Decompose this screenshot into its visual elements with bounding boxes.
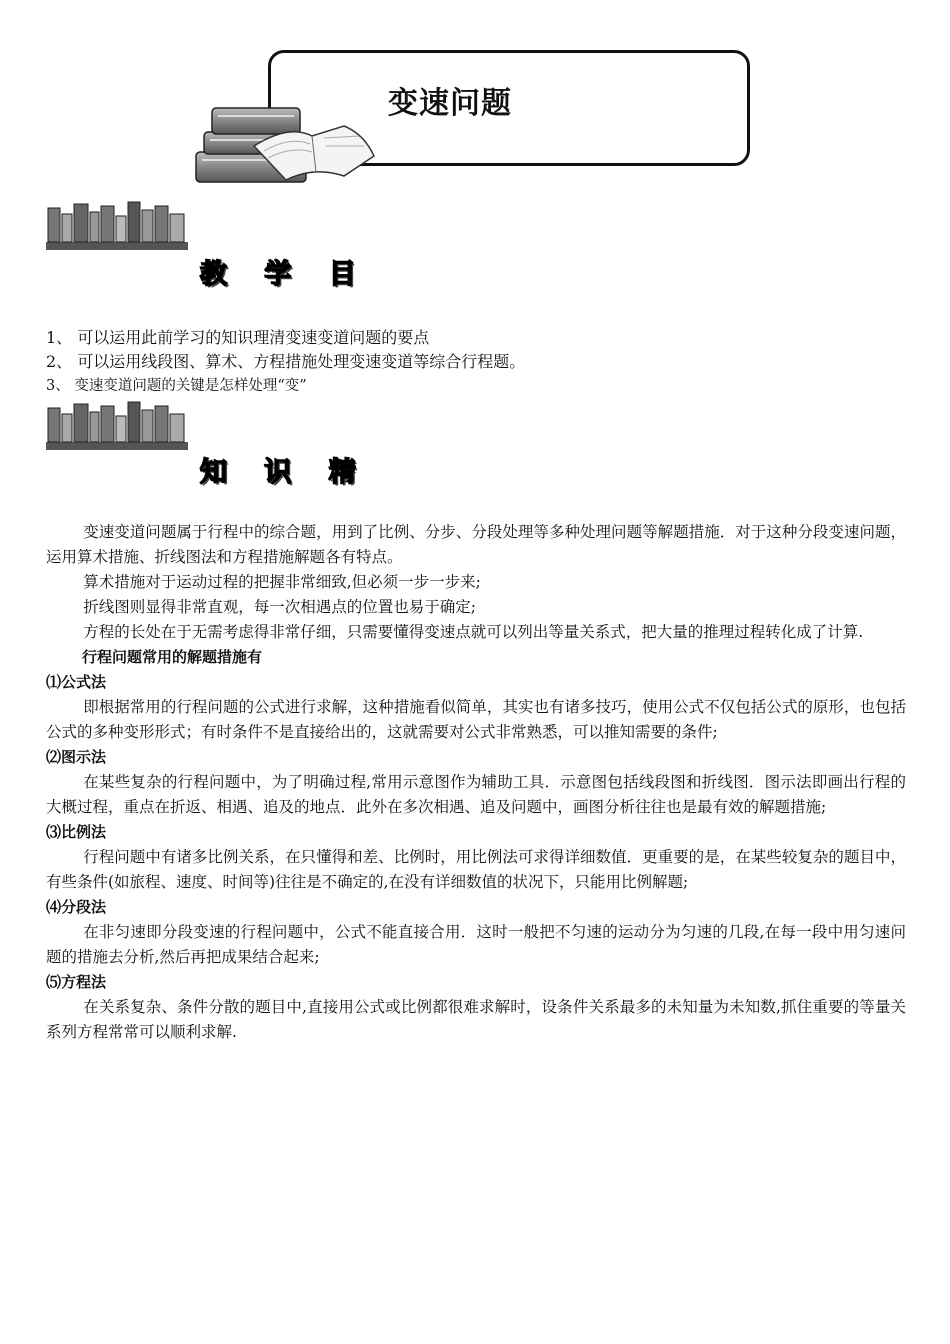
goal-item: 3、 变速变道问题的关键是怎样处理“变”: [46, 378, 307, 394]
paragraph: 方程的长处在于无需考虑得非常仔细，只需要懂得变速点就可以列出等量关系式，把大量的推理过程转化成了计算.: [83, 623, 864, 641]
paragraph: 变速变道问题属于行程中的综合题，用到了比例、分步、分段处理等多种处理问题等解题措施．对于这种分段变速问题，运用算术措施、折线图法和方程措施解题各有特点。: [46, 523, 906, 566]
books-illustration: [194, 96, 394, 186]
method-text: 在某些复杂的行程问题中，为了明确过程,常用示意图作为辅助工具．示意图包括线段图和折线图．图示法即画出行程的大概过程，重点在折返、相遇、追及的地点．此外在多次相遇、追及问题中，画图分析往往也是最有效的解题措施;: [46, 773, 906, 816]
method-label: ⑵图示法: [46, 748, 107, 766]
method-label: ⑶比例法: [46, 823, 107, 841]
method-label: ⑸方程法: [46, 973, 107, 991]
method-label: ⑷分段法: [46, 898, 107, 916]
page-title: 变速问题: [388, 86, 512, 121]
section-heading-objectives: 教 学 目: [200, 259, 370, 290]
paragraph: 折线图则显得非常直观，每一次相遇点的位置也易于确定;: [83, 598, 476, 616]
goal-item: 2、 可以运用线段图、算术、方程措施处理变速变道等综合行程题。: [46, 352, 526, 371]
section-heading-knowledge: 知 识 精: [200, 457, 370, 488]
subtitle: 行程问题常用的解题措施有: [82, 648, 263, 666]
method-text: 在非匀速即分段变速的行程问题中，公式不能直接合用．这时一般把不匀速的运动分为匀速的几段,在每一段中用匀速问题的措施去分析,然后再把成果结合起来;: [46, 923, 906, 966]
method-label: ⑴公式法: [46, 673, 107, 691]
method-text: 在关系复杂、条件分散的题目中,直接用公式或比例都很难求解时，设条件关系最多的未知量为未知数,抓住重要的等量关系列方程常常可以顺利求解.: [46, 998, 906, 1041]
knowledge-content: [46, 520, 906, 1045]
method-text: 行程问题中有诸多比例关系，在只懂得和差、比例时，用比例法可求得详细数值．更重要的是，在某些较复杂的题目中，有些条件(如旅程、速度、时间等)往往是不确定的,在没有详细数值的状况下，只能用比例解题;: [46, 848, 906, 891]
goal-item: 1、 可以运用此前学习的知识理清变速变道问题的要点: [46, 328, 430, 347]
method-text: 即根据常用的行程问题的公式进行求解，这种措施看似简单，其实也有诸多技巧，使用公式不仅包括公式的原形，也包括公式的多种变形形式；有时条件不是直接给出的，这就需要对公式非常熟悉，可以推知需要的条件;: [46, 698, 906, 741]
paragraph: 算术措施对于运动过程的把握非常细致,但必须一步一步来;: [83, 573, 481, 591]
bookshelf-icon: [46, 400, 188, 452]
bookshelf-icon: [46, 200, 188, 252]
